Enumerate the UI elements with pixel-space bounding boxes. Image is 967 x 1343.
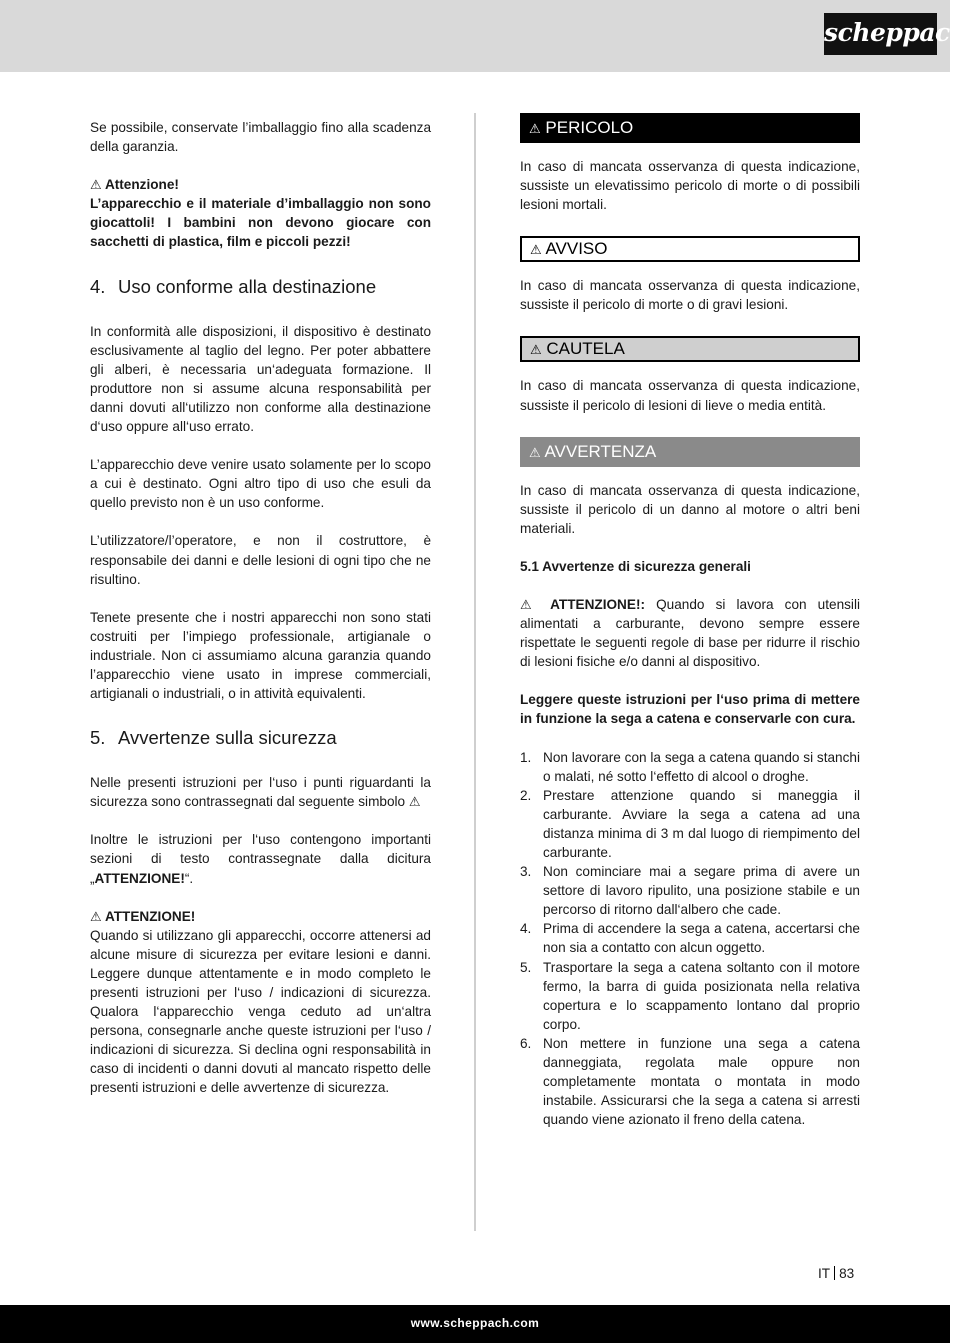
read-instructions-notice: Leggere queste istruzioni per l‘uso prima di mettere in funzione la sega a catena e conservarle con cura. xyxy=(520,692,860,727)
header-band xyxy=(0,0,950,72)
general-safety-intro: ⚠ ATTENZIONE!: Quando si lavora con utensili alimentati a carburante, devono sempre essere rispettate le seguenti regole di base per ridurre il rischio di lesioni fisiche e/o danni al dispositivo. xyxy=(520,596,860,670)
scheppach-logo: scheppach xyxy=(824,13,937,55)
list-item: 2. Prestare attenzione quando si maneggia il carburante. Avviare la sega a catena ad una distanza minima di 3 m dal luogo di riempimento del carburante. xyxy=(520,787,860,860)
warning-icon: ⚠ xyxy=(90,908,102,924)
right-column xyxy=(520,113,860,1129)
section-4-paragraph: L’apparecchio deve venire usato solamente per lo scopo a cui è destinato. Ogni altro tipo di uso che esuli da quello previsto non è un uso conforme. xyxy=(90,457,431,511)
warning-icon: ⚠ xyxy=(520,596,539,612)
caution-label-box: ⚠ CAUTELA xyxy=(520,336,860,362)
section-4-paragraph: In conformità alle disposizioni, il dispositivo è destinato esclusivamente al taglio del legno. Per poter abbattere gli alberi, è necessaria un‘adeguata formazione. Il produttore non si assume alcuna responsabilità per danni dovuti all‘utilizzo non conforme alla destinazione d‘uso oppure all‘uso errato. xyxy=(90,323,431,435)
warning-icon: ⚠ xyxy=(530,342,542,358)
caution-description: In caso di mancata osservanza di questa indicazione, sussiste il pericolo di lesioni di lieve o media entità. xyxy=(520,378,860,413)
section-4-paragraph: L’utilizzatore/l’operatore, e non il costruttore, è responsabile dei danni e delle lesioni di ogni tipo che ne risultino. xyxy=(90,533,431,587)
attention-heading: ⚠ ATTENZIONE! xyxy=(90,908,196,924)
list-item: 1. Non lavorare con la sega a catena quando si stanchi o malati, né sotto l‘effetto di alcool o droghe. xyxy=(520,749,860,784)
attention-body: L’apparecchio e il materiale d’imballaggio non sono giocattoli! I bambini non devono giocare con sacchetti di plastica, film e piccoli pezzi! xyxy=(90,196,431,250)
safety-rules-list xyxy=(520,748,860,1130)
warning-icon: ⚠ xyxy=(90,177,102,193)
list-item: 5. Trasportare la sega a catena soltanto con il motore fermo, la barra di guida posizionata nella relativa copertura e lo scappamento lontano dal proprio corpo. xyxy=(520,959,860,1032)
list-item: 6. Non mettere in funzione una sega a catena danneggiata, regolata male oppure non completamente montata o montata in modo instabile. Assicurarsi che la sega a catena si arresti quando viene azionato il freno della catena. xyxy=(520,1035,860,1128)
danger-description: In caso di mancata osservanza di questa indicazione, sussiste un elevatissimo pericolo di morte o di possibili lesioni mortali. xyxy=(520,159,860,213)
danger-label-box: ⚠ PERICOLO xyxy=(520,113,860,143)
column-divider xyxy=(474,113,476,1231)
warning-description: In caso di mancata osservanza di questa indicazione, sussiste il pericolo di morte o di gravi lesioni. xyxy=(520,278,860,313)
section-4-paragraph: Tenete presente che i nostri apparecchi non sono stati costruiti per l’impiego professionale, artigianale o industriale. Non ci assumiamo alcuna garanzia quando l’apparecchio viene usato in imprese commerciali, artigianali o industriali, o in attività equivalenti. xyxy=(90,609,431,702)
left-column xyxy=(90,118,431,1098)
warning-label-box: ⚠ AVVISO xyxy=(520,236,860,262)
section-5-heading: 5. Avvertenze sulla sicurezza xyxy=(90,727,337,749)
list-item: 4. Prima di accendere la sega a catena, accertarsi che non sia a contatto con alcun oggetto. xyxy=(520,921,860,956)
warning-icon: ⚠ xyxy=(530,242,542,258)
warning-icon: ⚠ xyxy=(408,794,421,810)
section-5-paragraph: Inoltre le istruzioni per l‘uso contengono importanti sezioni di testo contrassegnate dalla dicitura „ATTENZIONE!“. xyxy=(90,832,431,886)
section-5-paragraph: Nelle presenti istruzioni per l‘uso i punti riguardanti la sicurezza sono contrassegnati dal seguente simbolo ⚠ xyxy=(90,775,431,810)
section-4-heading: 4. Uso conforme alla destinazione xyxy=(90,275,377,297)
attention-heading: ⚠ Attenzione! xyxy=(90,177,179,193)
packaging-note: Se possibile, conservate l’imballaggio fino alla scadenza della garanzia. xyxy=(90,120,431,155)
page-number: IT 83 xyxy=(818,1266,855,1281)
notice-label-box: ⚠ AVVERTENZA xyxy=(520,437,860,467)
footer-bar xyxy=(0,1305,950,1343)
list-item: 3. Non cominciare mai a segare prima di avere un settore di lavoro ripulito, una posizione stabile e un percorso di ritorno dall‘albero che cade. xyxy=(520,864,860,918)
warning-icon: ⚠ xyxy=(529,121,541,136)
notice-description: In caso di mancata osservanza di questa indicazione, sussiste il pericolo di un danno al motore o altri beni materiali. xyxy=(520,482,860,536)
subsection-5-1-heading: 5.1 Avvertenze di sicurezza generali xyxy=(520,558,751,574)
attention-body: Quando si utilizzano gli apparecchi, occorre attenersi ad alcune misure di sicurezza per evitare lesioni e danni. Leggere dunque attentamente e in modo completo le presenti istruzioni per l‘uso / indicazioni di sicurezza. Qualora l‘apparecchio venga ceduto ad un‘altra persona, consegnarle anche queste istruzioni per l‘uso / indicazioni di sicurezza. Si declina ogni responsabilità in caso di incidenti o danni dovuti al mancato rispetto delle presenti istruzioni e delle avvertenze di sicurezza. xyxy=(90,927,431,1096)
website-link[interactable]: www.scheppach.com xyxy=(410,1316,540,1330)
warning-icon: ⚠ xyxy=(529,444,541,460)
